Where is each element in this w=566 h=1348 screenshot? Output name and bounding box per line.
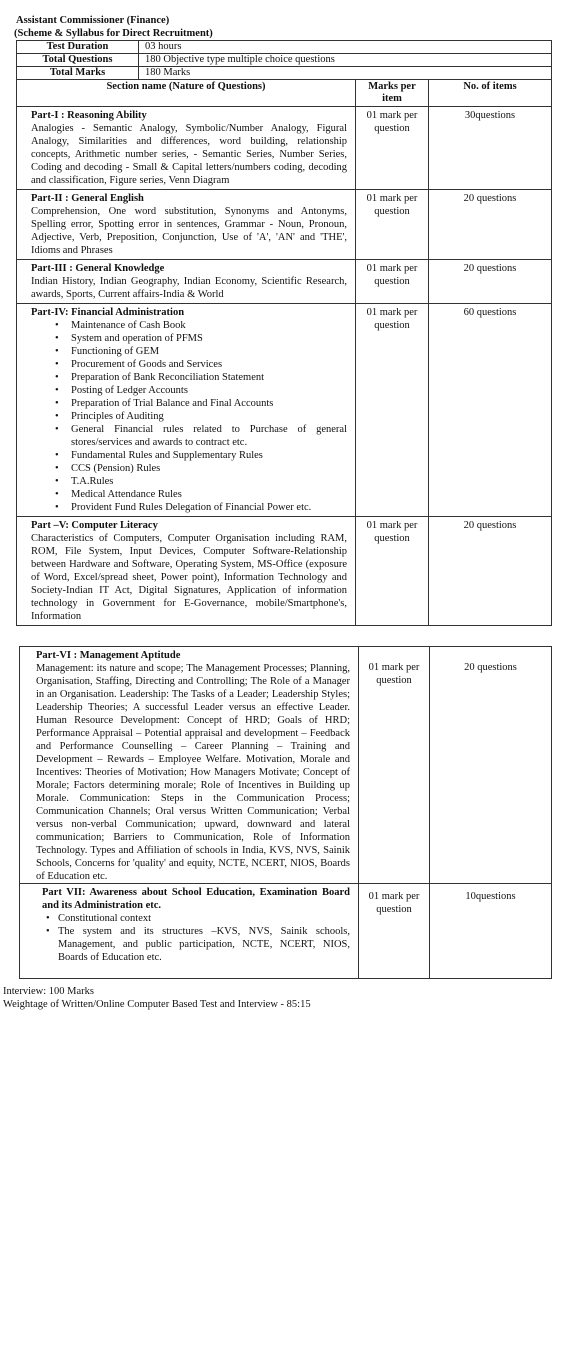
exam-info-label: Test Duration <box>17 41 139 54</box>
part-topic-item: • General Financial rules related to Purchase of general stores/services and awards to contract etc. <box>55 423 347 449</box>
exam-info-value: 180 Marks <box>139 67 552 80</box>
part-section-cell <box>17 517 356 626</box>
exam-info-value: 180 Objective type multiple choice questions <box>139 54 552 67</box>
part-marks-cell: 01 mark per question <box>356 260 429 304</box>
part-description: Management: its nature and scope; The Management Processes; Planning, Organisation, Staffing, Directing and Controlling; The Role of a Manager in an Organisation. Leadership: The Tasks of a Leader; Leadership Styles; Leadership Theories; A successful Leader versus an effective Leader. Human Resource Development: Concept of HRD; Goals of HRD; Performance Appraisal – Potential appraisal and development – Feedback and Performance Counselling – Career Planning – Training and Development – Rewards – Employee Welfare. Motivation, Morale and Incentives: Theories of Motivation; How Managers Motivate; Concept of Morale; Factors determining morale; Role of Incentives in Building up Morale. Communication: Steps in the Communication Process; Communication Channels; Oral versus Written Communication; Verbal versus non-verbal Communication; upward, downward and lateral communication; Barriers to Communication, Role of Information Technology. Types and Affiliation of schools in India, KVS, NVS, Sainik Schools, Concerns for 'quality' and equity, NCTE, NCERT, NIOS, Boards of Education etc. <box>36 663 350 882</box>
part-items-cell: 30questions <box>429 107 552 190</box>
syllabus-table-continued <box>19 646 552 979</box>
part-marks-cell: 01 mark per question <box>359 647 430 884</box>
part-section-cell <box>17 190 356 260</box>
part-title: Part-I : Reasoning Ability <box>31 110 147 121</box>
syllabus-part-row <box>17 304 552 517</box>
exam-info-row <box>17 41 552 54</box>
part-topic-item: • Medical Attendance Rules <box>55 488 347 501</box>
exam-info-label: Total Marks <box>17 67 139 80</box>
part-marks-cell: 01 mark per question <box>356 517 429 626</box>
part-items-cell: 60 questions <box>429 304 552 517</box>
part-items-cell: 10questions <box>430 884 552 979</box>
part-topic-item: • Provident Fund Rules Delegation of Financial Power etc. <box>55 501 347 514</box>
page-title: Assistant Commissioner (Finance) <box>16 15 170 26</box>
part-description: Characteristics of Computers, Computer Organisation including RAM, ROM, File System, Input Devices, Computer Software-Relationship between Hardware and Software, Operating System, MS-Office (exposure of Word, Excel/spread sheet, Power point), Information Technology and Society-Indian IT Act, Digital Signatures, Application of information technology in Government for E-Governance, mobile/Smartphone's, Information <box>31 533 347 622</box>
part-section-cell <box>17 304 356 517</box>
syllabus-header-row <box>17 80 552 107</box>
part-section-cell <box>17 260 356 304</box>
exam-info-value: 03 hours <box>139 41 552 54</box>
part-description: Comprehension, One word substitution, Synonyms and Antonyms, Spelling error, Spotting error in sentences, Grammar - Noun, Pronoun, Adjective, Verb, Preposition, Conjunction, Use of 'A', 'AN' and 'THE', Idioms and Phrases <box>31 206 347 256</box>
weightage-note: Weightage of Written/Online Computer Based Test and Interview - 85:15 <box>3 999 311 1010</box>
exam-info-row <box>17 54 552 67</box>
part-title: Part-III : General Knowledge <box>31 263 165 274</box>
part-topic-item: • Constitutional context <box>46 912 350 925</box>
part-title: Part –V: Computer Literacy <box>31 520 158 531</box>
part-topic-item: • Preparation of Trial Balance and Final Accounts <box>55 397 347 410</box>
section-column-header: Section name (Nature of Questions) <box>17 80 356 107</box>
syllabus-page <box>3 14 552 1011</box>
part-topic-item: • System and operation of PFMS <box>55 332 347 345</box>
items-column-header: No. of items <box>429 80 552 107</box>
part-topic-item: • Procurement of Goods and Services <box>55 358 347 371</box>
part-marks-cell: 01 mark per question <box>359 884 430 979</box>
exam-info-row <box>17 67 552 80</box>
part-topic-item: • T.A.Rules <box>55 475 347 488</box>
part-section-cell <box>17 107 356 190</box>
syllabus-part-row <box>17 107 552 190</box>
part-title: Part-IV: Financial Administration <box>31 307 185 318</box>
part-title: Part-II : General English <box>31 193 144 204</box>
part-topic-item: • Functioning of GEM <box>55 345 347 358</box>
part-items-cell: 20 questions <box>430 647 552 884</box>
part-topic-item: • The system and its structures –KVS, NVS, Sainik schools, Management, and public participation, NCTE, NCERT, NIOS, Boards of Education etc. <box>46 925 350 964</box>
interview-marks: Interview: 100 Marks <box>3 986 94 997</box>
syllabus-part-row <box>17 190 552 260</box>
part-topic-item: • Maintenance of Cash Book <box>55 319 347 332</box>
part-items-cell: 20 questions <box>429 517 552 626</box>
part-topic-list <box>42 912 350 964</box>
syllabus-part-row <box>17 260 552 304</box>
part-marks-cell: 01 mark per question <box>356 304 429 517</box>
part-items-cell: 20 questions <box>429 260 552 304</box>
marks-column-header: Marks per item <box>356 80 429 107</box>
part-description: Analogies - Semantic Analogy, Symbolic/Number Analogy, Figural Analogy, Similarities and differences, word building, relationship concepts, Arithmetic number series, - Semantic Series, Number Series, Coding and decoding - Small & Capital letters/numbers coding, decoding and classification, Figure series, Venn Diagram <box>31 123 347 186</box>
part-description: Indian History, Indian Geography, Indian Economy, Scientific Research, awards, Sports, Current affairs-India & World <box>31 276 347 300</box>
part-title: Part VII: Awareness about School Education, Examination Board and its Administration etc. <box>42 887 350 911</box>
exam-info-table <box>16 40 552 80</box>
syllabus-part-row <box>20 647 552 884</box>
part-section-cell <box>20 647 359 884</box>
part-marks-cell: 01 mark per question <box>356 107 429 190</box>
part-marks-cell: 01 mark per question <box>356 190 429 260</box>
syllabus-part-row <box>17 517 552 626</box>
part-topic-item: • Fundamental Rules and Supplementary Rules <box>55 449 347 462</box>
part-topic-item: • CCS (Pension) Rules <box>55 462 347 475</box>
part-title: Part-VI : Management Aptitude <box>36 650 181 661</box>
part-items-cell: 20 questions <box>429 190 552 260</box>
syllabus-part-row <box>20 884 552 979</box>
exam-info-label: Total Questions <box>17 54 139 67</box>
footer-notes <box>3 985 552 1011</box>
part-topic-item: • Preparation of Bank Reconciliation Statement <box>55 371 347 384</box>
part-section-cell <box>20 884 359 979</box>
part-topic-item: • Posting of Ledger Accounts <box>55 384 347 397</box>
part-topic-item: • Principles of Auditing <box>55 410 347 423</box>
syllabus-table <box>16 80 552 626</box>
page-subtitle: (Scheme & Syllabus for Direct Recruitment) <box>14 28 213 39</box>
part-topic-list <box>31 319 347 514</box>
